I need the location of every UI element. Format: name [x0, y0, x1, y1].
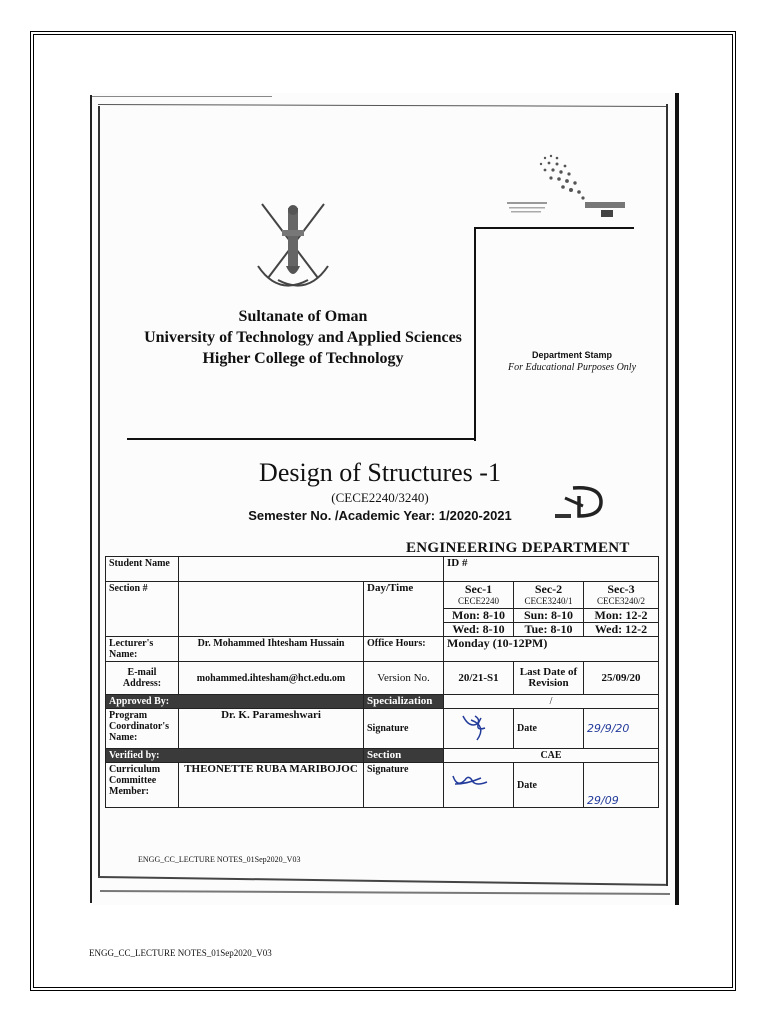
- sec2-name: Sec-2: [534, 582, 563, 596]
- coordinator-date-label: Date: [514, 709, 584, 749]
- scan-edge-top: [92, 96, 272, 97]
- email-row: [106, 662, 659, 695]
- coordinator-signature-icon: [447, 710, 507, 744]
- sec1-name: Sec-1: [464, 582, 493, 596]
- coordinator-label: Program Coordinator's Name:: [106, 709, 179, 749]
- section-word-label: Section: [364, 749, 444, 763]
- section-row-1: [106, 582, 659, 609]
- lecturer-row: [106, 637, 659, 662]
- student-name-row: [106, 557, 659, 582]
- hct-logo-icon: [553, 484, 608, 522]
- approved-row: [106, 695, 659, 709]
- student-name-value: [179, 557, 444, 582]
- sec1-code: CECE2240: [457, 596, 499, 606]
- version-label: Version No.: [364, 662, 444, 695]
- sec3-name: Sec-3: [607, 582, 635, 596]
- office-hours-label: Office Hours:: [364, 637, 444, 662]
- stamp-box-top-line: [474, 227, 634, 229]
- specialization-value: /: [444, 695, 659, 709]
- lecturer-label: Lecturer's Name:: [106, 637, 179, 662]
- specialization-label: Specialization: [364, 695, 444, 709]
- student-name-label: Student Name: [106, 557, 179, 582]
- cover-border-left: [98, 106, 100, 876]
- university-name: University of Technology and Applied Sciences: [144, 329, 462, 346]
- sec3-slot2: Wed: 12-2: [584, 623, 659, 637]
- coordinator-date-value: 29/9/20: [584, 709, 659, 749]
- section-value: [179, 582, 364, 637]
- course-title-block: [180, 458, 580, 523]
- version-value: 20/21-S1: [444, 662, 514, 695]
- curriculum-row: [106, 763, 659, 808]
- sec1-slot2: Wed: 8-10: [444, 623, 514, 637]
- curriculum-label: Curriculum Committee Member:: [106, 763, 179, 808]
- curriculum-signature: [444, 763, 514, 808]
- sec2-code: CECE3240/1: [524, 596, 573, 606]
- curriculum-signature-icon: [447, 764, 507, 794]
- curriculum-date-value: 29/09: [584, 763, 659, 808]
- email-value: mohammed.ihtesham@hct.edu.om: [179, 662, 364, 695]
- id-label: ID #: [444, 557, 659, 582]
- sec3-code: CECE3240/2: [597, 596, 646, 606]
- coordinator-row: [106, 709, 659, 749]
- course-title: Design of Structures -1: [259, 458, 501, 487]
- college-name: Higher College of Technology: [202, 350, 404, 367]
- scan-edge-left: [90, 95, 92, 903]
- oman-vision-2040-logo-icon: [505, 150, 635, 220]
- department-stamp-label: Department Stamp: [531, 350, 612, 360]
- sec2-header: [514, 582, 584, 609]
- outer-footer-note: ENGG_CC_LECTURE NOTES_01Sep2020_V03: [89, 948, 272, 958]
- sec3-slot1: Mon: 12-2: [584, 609, 659, 623]
- curriculum-value: THEONETTE RUBA MARIBOJOC: [179, 763, 364, 808]
- section-label: Section #: [106, 582, 179, 637]
- email-label: E-mail Address:: [106, 662, 179, 695]
- curriculum-signature-label: Signature: [364, 763, 444, 808]
- header-box-bottom-line: [127, 438, 476, 440]
- approved-by-label: Approved By:: [106, 695, 364, 709]
- verified-row: [106, 749, 659, 763]
- coordinator-signature: [444, 709, 514, 749]
- semester-academic-year: Semester No. /Academic Year: 1/2020-2021: [248, 508, 512, 523]
- inner-footer-note: ENGG_CC_LECTURE NOTES_01Sep2020_V03: [138, 855, 301, 864]
- department-heading: ENGINEERING DEPARTMENT: [406, 540, 630, 556]
- country-name: Sultanate of Oman: [238, 308, 368, 325]
- revision-label: Last Date of Revision: [514, 662, 584, 695]
- course-codes: (CECE2240/3240): [331, 490, 429, 505]
- department-stamp-area: [497, 350, 647, 373]
- coordinator-signature-label: Signature: [364, 709, 444, 749]
- revision-value: 25/09/20: [584, 662, 659, 695]
- cover-border-right: [666, 104, 668, 886]
- day-time-label: Day/Time: [364, 582, 444, 637]
- sec2-slot2: Tue: 8-10: [514, 623, 584, 637]
- coordinator-value: Dr. K. Parameshwari: [179, 709, 364, 749]
- section-word-value: CAE: [444, 749, 659, 763]
- office-hours-value: Monday (10-12PM): [444, 637, 659, 662]
- lecturer-value: Dr. Mohammed Ihtesham Hussain: [179, 637, 364, 662]
- verified-by-label: Verified by:: [106, 749, 364, 763]
- scan-edge-right: [675, 93, 679, 905]
- curriculum-date-label: Date: [514, 763, 584, 808]
- sec1-header: [444, 582, 514, 609]
- sec1-slot1: Mon: 8-10: [444, 609, 514, 623]
- sec3-header: [584, 582, 659, 609]
- institution-header: [128, 306, 478, 369]
- oman-emblem-icon: [248, 196, 338, 296]
- educational-purposes-note: For Educational Purposes Only: [507, 362, 637, 373]
- sec2-slot1: Sun: 8-10: [514, 609, 584, 623]
- course-info-form: [105, 556, 659, 808]
